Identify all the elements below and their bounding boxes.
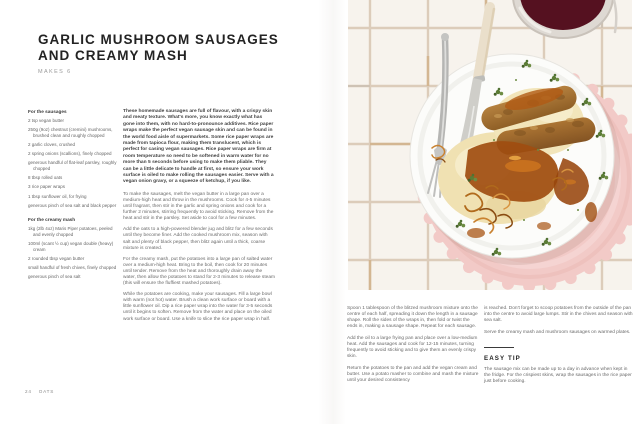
ingredient-item: 8 tbsp rolled oats — [28, 175, 63, 181]
method-paragraph: Spoon 1 tablespoon of the blitzed mushroom mixture onto the centre of each half, spreading it down the length in a sausage shape. Roll the sides of the wraps in, then fold or twist the ends in, making a sausage shape. Repeat for each sausage. — [347, 306, 478, 330]
method-paragraph: While the potatoes are cooking, make your sausages. Fill a large bowl with warm (not hot) water. Brush a clean work surface or board with a little sunflower oil. Dip a rice paper wrap into the water for 3-5 seconds until it begins to soften. Remove from the water and place on the oiled work surface or board. Use a knife to slice the rice paper wrap in half. — [123, 292, 273, 322]
method-paragraph: Return the potatoes to the pan and add the vegan cream and butter. Use a potato masher to combine and mash the mixture until your desired consistency — [347, 365, 479, 383]
recipe-title — [38, 32, 308, 64]
ingredient-item: generous pinch of sea salt and black pepper — [28, 202, 117, 208]
ingredients-column — [28, 109, 118, 283]
ingredient-item: generous handful of flat-leaf parsley, roughly chopped — [28, 160, 117, 171]
method-paragraph: Serve the creamy mash and mushroom sausages on warmed plates. — [484, 329, 631, 335]
ingredient-item: 2 garlic cloves, crushed — [28, 141, 76, 147]
recipe-photo — [348, 0, 632, 290]
ingredient-item: 100ml (scant ½ cup) vegan double (heavy) cream — [28, 241, 114, 252]
chapter-name: OATS — [38, 389, 55, 394]
page-footer — [25, 389, 54, 394]
right-method-column-1 — [347, 306, 481, 390]
ingredient-item: 2 rounded tbsp vegan butter — [28, 255, 85, 261]
ingredient-item: 2 spring onions (scallions), finely chopped — [28, 151, 112, 157]
intro-paragraph: These homemade sausages are full of flavour, with a crispy skin and meaty texture. What's more, you know exactly what has gone into them, with no hard-to-pronounce additives. Rice paper wraps make the perfect vegan sausage skin and can be found in the world food aisle of supermarkets. Some rice paper wraps are made from tapioca flour, making them translucent, which is perfect for casing vegan sausages. Rice paper wraps are firm at room temperature so need to be softened in warm water for no more than 5 seconds before using to make them pliable. They can be a little delicate to handle at first, so ensure your work surface is oiled to make rolling the sausages easier. Serve with a vegan onion gravy, or a squeeze of ketchup, if you like. — [123, 109, 274, 185]
easy-tip-text: The sausage mix can be made up to a day in advance when kept in the fridge. For the crispiest skins, wrap the sausages in the rice paper just before cooking. — [484, 366, 632, 385]
method-paragraph: Add the oil to a large frying pan and place over a low-medium heat. Add the sausages and cook for 12-15 minutes, turning frequently to avoid sticking and to give them an evenly crispy skin. — [347, 335, 478, 360]
sausages-ingredients-header: For the sausages — [28, 109, 67, 114]
method-column — [123, 109, 275, 328]
right-method-column-2 — [484, 306, 634, 391]
method-paragraph: For the creamy mash, put the potatoes into a large pan of salted water over a medium-high heat. Bring to the boil, then cook for 20 minutes until tender. Remove from the heat and thoroughly drain away the water, then allow the potatoes to stand for 2-3 minutes to release steam (this will ensure the fluffiest mashed potatoes). — [123, 256, 275, 287]
method-paragraph: is reached. Don't forget to scoop potatoes from the outside of the pan into the centre to avoid large lumps. Stir in the chives and season with sea salt. — [484, 306, 633, 324]
book-gutter-shadow — [318, 0, 346, 424]
method-paragraph: Add the oats to a high-powered blender jug and blitz for a few seconds until they become finer. Add the cooked mushroom mix, season with salt and plenty of black pepper, then blitz again until a thick, coarse mixture is created. — [123, 227, 273, 251]
ingredient-item: generous pinch of sea salt — [28, 274, 81, 280]
ingredient-item: small handful of fresh chives, finely chopped — [28, 265, 117, 271]
ingredient-item: 1 tbsp sunflower oil, for frying — [28, 193, 87, 199]
method-paragraph: To make the sausages, melt the vegan butter in a large pan over a medium-high heat and throw in the mushrooms. Cook for 4-5 minutes until fragrant, then stir in the garlic and spring onions and cook for a further 2 minutes, stirring frequently to avoid sticking. Remove from the heat and stir in the parsley. Set aside to cool for a few minutes. — [123, 191, 274, 222]
ingredient-item: 3 rice paper wraps — [28, 184, 66, 190]
ingredient-item: 250g (9oz) chestnut (cremini) mushrooms, brushed clean and roughly chopped — [28, 127, 113, 138]
tip-divider — [484, 347, 514, 348]
ingredient-item: 2 tsp vegan butter — [28, 118, 65, 123]
easy-tip-header: EASY TIP — [484, 354, 521, 362]
recipe-title-line2: AND CREAMY MASH — [38, 48, 188, 63]
makes-label: MAKES 6 — [38, 69, 72, 75]
mash-ingredients-header: For the creamy mash — [28, 217, 76, 223]
recipe-title-line1: GARLIC MUSHROOM SAUSAGES — [38, 32, 279, 47]
page-number: 24 — [25, 389, 32, 394]
ingredient-item: 1kg (2lb 4oz) Maris Piper potatoes, peeled and evenly chopped — [28, 226, 113, 237]
